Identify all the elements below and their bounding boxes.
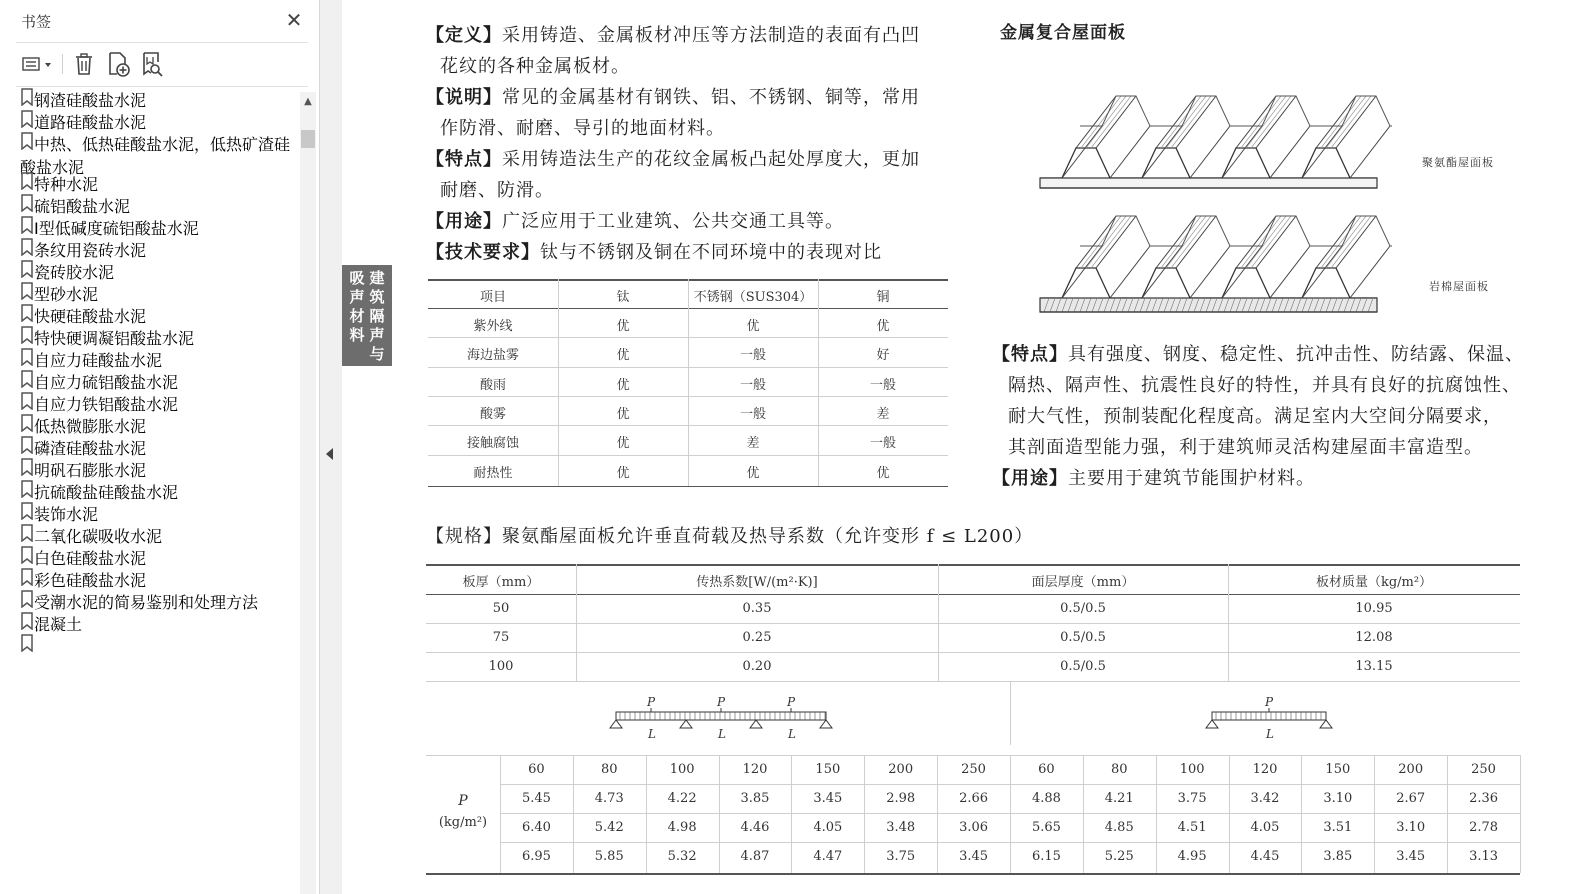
table-cell: 4.85 [1104,820,1134,835]
bookmark-icon [20,241,34,260]
bookmark-icon [20,637,34,656]
table-cell: 5.32 [667,849,697,864]
table-rule [1520,755,1521,873]
bookmark-item[interactable] [20,546,298,568]
list-options-button[interactable] [18,50,58,78]
table-rule [428,425,948,426]
table-header-cell: 板材质量（kg/m²） [1315,575,1433,590]
bookmark-icon [20,615,34,634]
table-cell: 优 [876,319,890,334]
divider [16,86,308,87]
table-header-cell: 不锈钢（SUS304） [693,290,813,305]
table-cell: 50 [492,601,510,616]
span-header-cell: 60 [528,762,545,777]
list-icon [18,50,58,78]
table-cell: 一般 [739,406,766,422]
bookmark-label: 快硬硅酸盐水泥 [34,307,147,326]
trash-icon [70,50,98,78]
bookmark-label: 道路硅酸盐水泥 [34,113,147,132]
paragraph-text: 钛与不锈钢及铜在不同环境中的表现对比 [540,242,882,263]
bookmark-label: 自应力硅酸盐水泥 [34,351,163,370]
paragraph-text: 隔热、隔声性、抗震性良好的特性，并具有良好的抗腐蚀性、 [1008,375,1521,396]
bookmark-label: 装饰水泥 [34,505,99,524]
bookmark-item[interactable] [20,480,298,502]
bookmark-item[interactable] [20,568,298,590]
bookmark-item[interactable] [20,194,298,216]
table-header-cell: 板厚（mm） [462,575,540,590]
table-cell: 0.35 [742,601,772,616]
scroll-up-icon[interactable]: ▲ [304,96,312,107]
table-cell: 6.95 [521,849,551,864]
bookmark-item[interactable] [20,172,298,194]
bookmark-icon [20,135,34,154]
table-cell: 4.98 [667,820,697,835]
table-cell: 3.75 [886,849,916,864]
row-label-unit: (kg/m²) [438,815,488,830]
table-cell: 紫外线 [473,319,513,334]
table-cell: 12.08 [1355,630,1393,645]
load-label: P [647,695,656,709]
bookmark-label: 自应力铁铝酸盐水泥 [34,395,179,414]
paragraph-line [426,82,956,113]
table-cell: 4.46 [740,820,770,835]
table-cell: 3.10 [1323,791,1353,806]
table-cell: 2.98 [886,791,916,806]
paragraph-text: 耐大气性，预制装配化程度高。满足室内大空间分隔要求， [1008,406,1502,427]
table-cell: 优 [616,319,630,334]
bookmark-label: 抗硫酸盐硅酸盐水泥 [34,483,179,502]
close-icon[interactable]: ✕ [285,8,303,32]
bookmark-panel-title: 书签 [21,13,52,31]
bookmark-label: 磷渣硅酸盐水泥 [34,439,147,458]
table-cell: 4.47 [813,849,843,864]
bookmark-item[interactable] [20,110,298,132]
chapter-side-tab [342,265,392,366]
paragraph-text: 常见的金属基材有钢铁、铝、不锈钢、铜等，常用 [502,87,920,108]
bookmark-item[interactable] [20,132,298,177]
span-header-cell: 150 [815,762,841,777]
table-cell: 耐热性 [473,465,513,481]
side-tab-line-2: 吸声材料 [349,269,365,344]
bookmark-icon [20,417,34,436]
bookmark-item[interactable] [20,304,298,326]
panel-caption-rockwool: 岩棉屋面板 [1429,280,1489,293]
table-cell: 4.95 [1177,849,1207,864]
bookmark-item[interactable] [20,260,298,282]
bookmark-item[interactable] [20,414,298,436]
roof-panel [1040,96,1392,188]
bookmark-item[interactable] [20,612,298,634]
table-cell: 0.25 [742,630,772,645]
table-cell: 4.05 [1250,820,1280,835]
table-header-cell: 传热系数[W/(m²·K)] [696,575,818,590]
table-rule [426,681,1520,682]
bookmark-label: 中热、低热硅酸盐水泥，低热矿渣硅酸盐水泥 [20,135,291,177]
bookmark-item[interactable] [20,88,298,110]
table-cell: 一般 [739,348,766,364]
span-header-cell: 250 [1471,762,1496,777]
table-cell: 4.87 [740,849,770,864]
paragraph-line [426,237,956,268]
bookmark-icon [20,505,34,524]
bookmark-icon [20,527,34,546]
table-cell: 优 [616,377,630,393]
bookmark-search-icon [138,50,166,78]
bookmark-icon [20,263,34,282]
table-cell: 3.85 [1323,849,1353,864]
table-rule [426,873,1520,875]
bookmark-item[interactable] [20,326,298,348]
table-cell: 4.45 [1250,849,1280,864]
bookmark-item[interactable] [20,590,298,612]
table-rule [428,455,948,456]
bookmark-item[interactable] [20,436,298,458]
bookmark-panel-header [0,0,320,42]
table-cell: 优 [616,436,630,452]
table-cell: 3.51 [1323,820,1353,835]
table-cell: 3.48 [886,820,916,835]
span-header-cell: 120 [742,762,768,777]
bookmark-item[interactable] [20,634,298,656]
beam-diagram [1206,695,1332,741]
bookmark-label: 特快硬调凝铝酸盐水泥 [34,329,195,348]
bookmark-label: 低热微膨胀水泥 [34,417,147,436]
paragraph-line [426,206,956,237]
table-rule [428,396,948,397]
add-bookmark-button[interactable] [104,50,132,78]
paragraph-line [992,463,1562,494]
toolbar-divider [62,54,63,74]
table-cell: 酸雾 [479,406,506,422]
bookmark-label: 二氧化碳吸收水泥 [34,527,163,546]
paragraph-line [426,20,956,51]
table-cell: 优 [616,406,630,422]
table-cell: 2.78 [1469,820,1499,835]
load-diagrams [426,684,1520,756]
table-cell: 0.5/0.5 [1060,630,1106,645]
table-cell: 3.75 [1177,791,1207,806]
bookmark-icon [20,285,34,304]
table-cell: 酸雨 [479,377,506,393]
table-rule [428,337,948,338]
table-cell: 2.66 [959,791,989,806]
table-rule [500,842,1520,843]
bookmark-icon [20,351,34,370]
paragraph-text: 具有强度、钢度、稳定性、抗冲击性、防结露、保温、 [1068,344,1524,365]
bookmark-icon [20,571,34,590]
bookmark-label: 白色硅酸盐水泥 [34,549,147,568]
side-tab-line-1: 建筑隔声与 [369,269,385,363]
table-cell: 优 [746,465,760,481]
bookmark-icon [20,395,34,414]
table-cell: 3.45 [1396,849,1426,864]
document-page [342,0,1572,894]
paragraph-line [1008,370,1572,401]
roof-panel [1040,216,1392,312]
table-cell: 4.73 [594,791,624,806]
paragraph-tag: 【特点】 [426,149,502,170]
table-cell: 3.85 [740,791,770,806]
table-cell: 5.65 [1031,820,1061,835]
table-cell: 海边盐雾 [466,348,519,364]
table-cell: 13.15 [1355,659,1393,674]
table-header-cell: 面层厚度（mm） [1031,575,1135,590]
bookmark-item[interactable] [20,458,298,480]
span-header-cell: 250 [961,762,986,777]
bookmark-icon [20,439,34,458]
table-header-cell: 铜 [876,290,890,305]
bookmark-icon [20,329,34,348]
table-cell: 好 [876,348,890,364]
scroll-thumb[interactable] [301,130,315,148]
bookmark-label: 特种水泥 [34,175,99,194]
span-header-cell: 100 [669,762,695,777]
span-label: L [788,727,796,741]
span-label: L [718,727,726,741]
bookmark-item[interactable] [20,370,298,392]
paragraph-text: 主要用于建筑节能围护材料。 [1068,468,1315,489]
table-cell: 5.42 [594,820,624,835]
table-rule [428,486,948,488]
span-label: L [648,727,656,741]
table-cell: 3.45 [959,849,989,864]
bookmark-item[interactable] [20,216,298,238]
delete-bookmark-button[interactable] [70,50,98,78]
table-rule [426,755,1520,756]
bookmark-label: 彩色硅酸盐水泥 [34,571,147,590]
load-label: P [787,695,796,709]
table-cell: 差 [876,406,890,422]
table-cell: 优 [876,465,890,481]
bookmark-label: 硫铝酸盐水泥 [34,197,131,216]
table-cell: 5.85 [594,849,624,864]
table-cell: 5.25 [1104,849,1134,864]
bookmark-icon [20,307,34,326]
collapse-panel-icon[interactable] [326,448,333,460]
table-cell: 100 [488,659,514,674]
table-cell: 2.67 [1396,791,1426,806]
bookmark-item[interactable] [20,392,298,414]
table-cell: 6.40 [521,820,551,835]
table-cell: 4.51 [1177,820,1207,835]
paragraph-line [992,339,1562,370]
load-label: P [1265,695,1274,709]
bookmark-item[interactable] [20,238,298,260]
bookmark-label: 瓷砖胶水泥 [34,263,115,282]
bookmark-icon [20,197,34,216]
paragraph-tag: 【用途】 [426,211,502,232]
section-title: 金属复合屋面板 [1000,23,1126,43]
bookmark-icon [20,219,34,238]
bookmark-panel [0,0,320,894]
table-header-cell: 项目 [479,290,506,305]
bookmark-icon [20,113,34,132]
table-cell: 6.15 [1031,849,1061,864]
paragraph-text: 采用铸造法生产的花纹金属板凸起处厚度大，更加 [502,149,920,170]
bookmark-properties-button[interactable] [138,50,166,78]
paragraph-tag: 【技术要求】 [426,242,540,263]
bookmark-icon [20,91,34,110]
bookmark-icon [20,373,34,392]
table-rule [426,623,1520,624]
table-cell: 优 [616,348,630,364]
bookmark-label: 受潮水泥的简易鉴别和处理方法 [34,593,259,612]
load-label: P [717,695,726,709]
table-cell: 0.20 [742,659,772,674]
table-cell: 4.88 [1031,791,1061,806]
bookmark-list[interactable] [20,88,298,894]
table-header-cell: 钛 [616,290,630,305]
table-cell: 0.5/0.5 [1060,659,1106,674]
table-cell: 3.42 [1250,791,1280,806]
paragraph-line: 耐磨、防滑。 [440,180,554,201]
span-header-cell: 60 [1038,762,1055,777]
table-rule [428,367,948,368]
span-label: L [1266,727,1274,741]
table-cell: 10.95 [1355,601,1393,616]
paragraph-line [426,144,956,175]
paragraph-line: 花纹的各种金属板材。 [440,56,630,77]
table-rule [500,813,1520,814]
table-rule [500,784,1520,785]
table-cell: 接触腐蚀 [466,436,519,452]
paragraph-tag: 【用途】 [992,468,1068,489]
table-cell: 3.10 [1396,820,1426,835]
table-cell: 一般 [869,436,896,452]
paragraph-tag: 【定义】 [426,25,502,46]
bookmark-icon [20,175,34,194]
bookmark-item[interactable] [20,524,298,546]
bookmark-icon [20,549,34,568]
roof-panel-illustration [1032,78,1392,318]
bookmark-scrollbar[interactable] [300,92,316,894]
table-cell: 3.06 [959,820,989,835]
table-cell: 优 [616,465,630,481]
span-header-cell: 80 [600,762,618,777]
bookmark-icon [20,461,34,480]
span-header-cell: 80 [1110,762,1128,777]
bookmark-label: 型砂水泥 [34,285,99,304]
table-cell: 0.5/0.5 [1060,601,1106,616]
span-header-cell: 150 [1325,762,1351,777]
paragraph-tag: 【说明】 [426,87,502,108]
table-cell: 5.45 [521,791,551,806]
bookmark-label: 钢渣硅酸盐水泥 [34,91,147,110]
add-page-icon [104,50,132,78]
table-cell: 4.21 [1104,791,1134,806]
table-cell: 3.13 [1469,849,1499,864]
paragraph-text: 广泛应用于工业建筑、公共交通工具等。 [502,211,844,232]
table-cell: 一般 [869,377,896,393]
paragraph-tag: 【特点】 [992,344,1068,365]
bookmark-label: 自应力硫铝酸盐水泥 [34,373,179,392]
table-cell: 优 [746,319,760,334]
row-label-symbol: P [458,793,468,809]
span-header-cell: 200 [1398,762,1424,777]
paragraph-text: 采用铸造、金属板材冲压等方法制造的表面有凸凹 [502,25,920,46]
bookmark-label: 条纹用瓷砖水泥 [34,241,147,260]
table-cell: 2.36 [1469,791,1499,806]
paragraph-line [1008,432,1572,463]
divider [16,42,308,43]
table-rule [426,564,1520,566]
panel-splitter[interactable] [321,0,341,894]
span-header-cell: 120 [1252,762,1278,777]
table-rule [426,594,1520,595]
table-cell: 4.05 [813,820,843,835]
table-cell: 4.22 [667,791,697,806]
paragraph-line: 作防滑、耐磨、导引的地面材料。 [440,118,725,139]
panel-caption-polyurethane: 聚氨酯屋面板 [1422,156,1494,169]
table-cell: 75 [492,630,510,645]
paragraph-text: 其剖面造型能力强，利于建筑师灵活构建屋面丰富造型。 [1008,437,1483,458]
beam-diagram [610,695,832,741]
bookmark-item[interactable] [20,282,298,304]
table-rule [426,652,1520,653]
bookmark-item[interactable] [20,502,298,524]
paragraph-line [1008,401,1572,432]
span-header-cell: 200 [888,762,914,777]
table-cell: 差 [746,436,760,452]
table-cell: 3.45 [813,791,843,806]
bookmark-icon [20,483,34,502]
table-cell: 一般 [739,377,766,393]
bookmark-toolbar [16,48,308,80]
bookmark-label: I型低碱度硫铝酸盐水泥 [34,219,199,238]
spec-title: 【规格】聚氨酯屋面板允许垂直荷载及热导系数（允许变形 f ≤ L200） [426,526,1034,547]
bookmark-label: 明矾石膨胀水泥 [34,461,147,480]
bookmark-label: 混凝土 [34,615,83,634]
bookmark-item[interactable] [20,348,298,370]
bookmark-icon [20,593,34,612]
span-header-cell: 100 [1179,762,1205,777]
